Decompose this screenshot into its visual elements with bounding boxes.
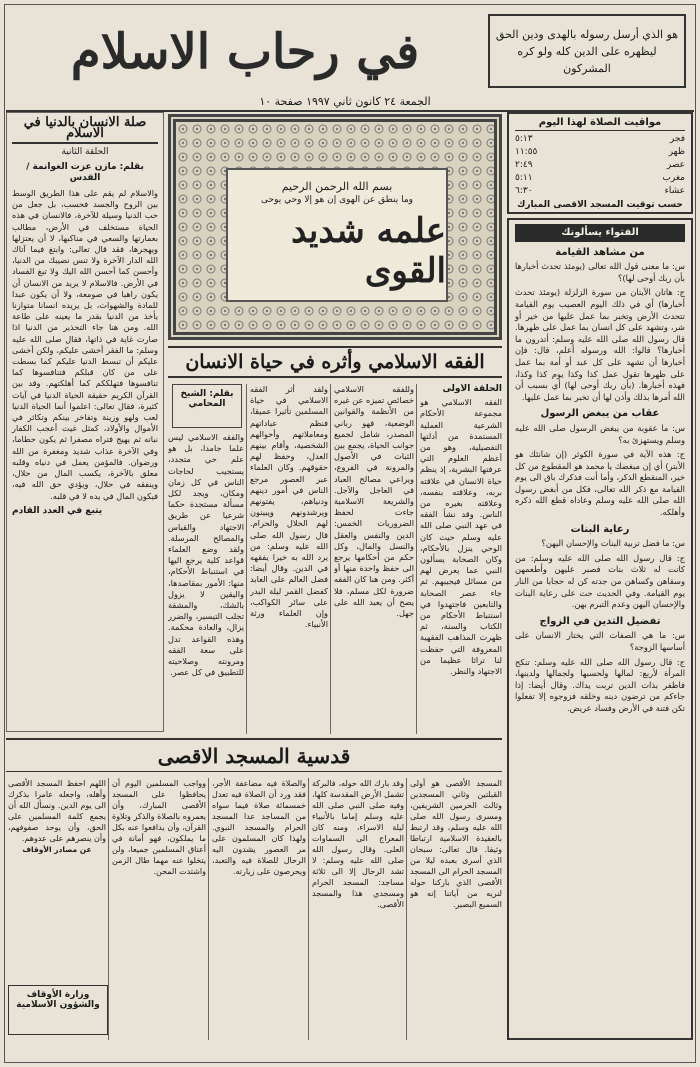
calligraphy-frame — [168, 114, 502, 340]
fatwa-question: س: ما هي الصفات التي يختار الانسان على أساسها الزوجة؟ — [515, 630, 685, 652]
fatwa-answer: ج: قال رسول الله صلى الله عليه وسلم: من كانت له ثلاث بنات فصبر عليهن وأطعمهن وسقاهن وكساهن من جدته كن له حجابا من النار يوم القيامة. وفي الحديث حث على رعاية البنات والإحسان اليهن وعدم التبرم بهن. — [515, 552, 685, 610]
ministry-box: وزارة الأوقاف والشؤون الاسلامية — [8, 985, 108, 1035]
fatwa-banner: الفتواء يسألونك — [515, 224, 685, 242]
fiqh-column-1 — [420, 384, 502, 734]
prayer-name: عصر — [666, 160, 685, 170]
fiqh-column-2: وللفقه الاسلامي خصائص تميزه عن غيره من الأنظمة والقوانين الوضعية، فهو رباني المصدر، شامل لجميع جوانب الحياة، يجمع بين الثبات في الأصول والمرونة في الفروع، ويراعي مصالح العباد في العاجل والآجل. والشريعة الاسلامية جاءت لحفظ الضروريات الخمس: الدين والنفس والعقل والنسل والمال، وكل حكم من أحكامها يرجع الى حفظ واحدة منها أو أكثر. ومن هنا كان الفقه ضرورة لكل مسلم، فلا يصح أن يعبد الله على جهل. — [334, 384, 414, 619]
fatwa-heading: تفضيل التدين في الزواج — [539, 615, 661, 627]
prayer-row — [515, 172, 685, 185]
aqsa-column-1: المسجد الأقصى هو أولى القبلتين وثاني المسجدين وثالث الحرمين الشريفين، ومسرى رسول الله صلى الله عليه وسلم، وقد ارتبط بالعقيدة الاسلامية ارتباطا وثيقا. قال تعالى: سبحان الذي أسرى بعبده ليلا من المسجد الحرام الى المسجد الأقصى الذي باركنا حوله لنريه من آياتنا إنه هو السميع البصير. — [410, 779, 502, 909]
prayer-row — [515, 133, 685, 146]
prayer-times-title: مواقيت الصلاة لهذا اليوم — [515, 117, 685, 131]
left-article-author: بقلم: مازن عزت الغوانمة / القدس — [26, 161, 144, 183]
left-article-episode: الحلقة الثانية — [61, 147, 109, 158]
fatwa-question: س: ما معنى قول الله تعالى (يومئذ تحدث أخبارها بأن ربك أوحى لها)؟ — [515, 261, 685, 283]
column-rule — [108, 778, 109, 1040]
fatwa-answer: ج: قال رسول الله صلى الله عليه وسلم: تنكح المرأة لأربع: لمالها ولحسبها ولجمالها ولدينها، فاظفر بذات الدين تربت يداك. وقال أيضا: إذا جاءكم من ترضون دينه وخلقه فزوجوه إلا تفعلوا تكن فتنة في الأرض وفساد عريض. — [515, 656, 685, 713]
fatwa-question: س: ما عقوبة من يبغض الرسول صلى الله عليه وسلم ويستهزئ به؟ — [515, 422, 685, 445]
aqsa-column-4: وواجب المسلمين اليوم أن يحافظوا على المسجد الأقصى المبارك، وأن يعمروه بالصلاة والذكر وتلاوة القرآن، وأن يدافعوا عنه بكل ما يملكون، فهو أمانة في أعناق المسلمين جميعا، ولن يتخلوا عنه مهما طال الزمن واشتدت المحن. — [112, 779, 206, 876]
aqsa-column-2: وقد بارك الله حوله، فالبركة تشمل الأرض المقدسة كلها، وفيه صلى النبي صلى الله عليه وسلم إماما بالأنبياء ليلة الاسراء، ومنه كان المعراج الى السماوات العلى. وقال رسول الله صلى الله عليه وسلم: لا تشد الرحال إلا الى ثلاثة مساجد: المسجد الحرام ومسجدي هذا والمسجد الأقصى. — [312, 779, 404, 909]
column-rule — [330, 384, 331, 734]
column-rule — [406, 778, 407, 1040]
prayer-times-box — [507, 112, 693, 214]
aqsa-column-text: اللهم احفظ المسجد الأقصى وأهله، واجعله عامرا بذكرك الى يوم الدين. ونسأل الله أن يجمع كلمة المسلمين على الحق، وأن يوحد صفوفهم، وأن ينصرهم على عدوهم. — [8, 779, 106, 843]
fatwa-column — [507, 218, 693, 1040]
prayer-time: ٢:٤٩ — [515, 160, 533, 170]
prayer-row — [515, 159, 685, 172]
prayer-time: ٥:١٣ — [515, 134, 533, 144]
fatwa-question: س: ما فضل تربية البنات والإحسان اليهن؟ — [541, 538, 685, 549]
aqsa-article-title: قدسية المسجد الاقصى — [6, 738, 502, 772]
prayer-name: فجر — [669, 134, 685, 144]
prayer-row — [515, 146, 685, 159]
aqsa-column-3: والصلاة فيه مضاعفة الأجر، فقد ورد أن الصلاة فيه تعدل خمسمائة صلاة فيما سواه من المساجد عدا المسجد الحرام والمسجد النبوي. ولهذا كان المسلمون على مر العصور يشدون اليه الرحال للصلاة فيه والتعبد، ويحرصون على زيارته. — [212, 779, 306, 876]
calligraphy-panel — [226, 168, 448, 302]
prayer-name: مغرب — [662, 173, 685, 183]
prayer-name: عشاء — [664, 186, 685, 196]
fiqh-column-text: الفقه الاسلامي هو مجموعة الأحكام الشرعية العملية المستمدة من أدلتها التفصيلية، وهو من أعظم العلوم التي عرفتها البشرية، إذ ينظم حياة الانسان في علاقته بربه، وعلاقته بنفسه، وعلاقته بغيره من الناس. وقد نشأ الفقه في عهد النبي صلى الله عليه وسلم حيث كان الوحي ينزل بالأحكام، وكان الصحابة يسألون النبي عما يعرض لهم من مسائل فيجيبهم. ثم جاء عصر الصحابة والتابعين فاجتهدوا في استنباط الأحكام من الكتاب والسنة، ثم ظهرت المذاهب الفقهية المعروفة التي حفظت لنا تراثا عظيما من الاجتهاد والنظر. — [420, 397, 502, 677]
prayer-times-note: حسب توقيت المسجد الاقصى المبارك — [517, 200, 683, 210]
masthead-verse-box: هو الذي أرسل رسوله بالهدى ودين الحق ليظهره على الدين كله ولو كره المشركون — [488, 14, 686, 88]
fatwa-heading: عقاب من يبغض الرسول — [540, 408, 660, 420]
aqsa-reference: عن مصادر الأوقاف — [22, 845, 92, 854]
fatwa-heading: من مشاهد القيامة — [555, 246, 645, 258]
prayer-time: ٦:٣٠ — [515, 186, 533, 196]
fiqh-column-3: ولقد أثر الفقه الاسلامي في حياة المسلمين تأثيرا عميقا، فنظم عباداتهم ومعاملاتهم وأحوالهم الشخصية، وأقام بينهم العدل، وحفظ لهم حقوقهم. وكان العلماء عبر العصور مرجع الناس في أمور دينهم ودنياهم، يفتونهم ويرشدونهم ويبينون لهم الحلال والحرام. قال رسول الله صلى الله عليه وسلم: من يرد الله به خيرا يفقهه في الدين. وقال أيضا: فضل العالم على العابد كفضل القمر ليلة البدر على سائر الكواكب، وإن العلماء ورثة الأنبياء. — [250, 384, 328, 630]
prayer-name: ظهر — [668, 147, 685, 157]
prayer-time: ١١:٥٥ — [515, 147, 538, 157]
prayer-row — [515, 185, 685, 198]
issue-date-line: الجمعة ٢٤ كانون ثاني ١٩٩٧ صفحة ١٠ — [259, 95, 431, 108]
left-article — [6, 112, 164, 732]
prayer-time: ٥:١١ — [515, 173, 533, 183]
fatwa-answer: ج: هاتان الآيتان من سورة الزلزلة (يومئذ تحدث أخبارها) أي في ذلك اليوم العصيب يوم القيامة تتحدث الأرض وتخبر بما عمل عليها من خير أو شر، وتشهد على كل انسان بما عمل على ظهرها. قال رسول الله صلى الله عليه وسلم: أتدرون ما أخبارها؟ قالوا: الله ورسوله أعلم، قال: فإن أخبارها أن تشهد على كل عبد أو أمة بما عمل على ظهرها تقول عمل كذا وكذا يوم كذا وكذا، فهذه أخبارها. (بأن ربك أوحى لها) أي بسبب أن الله أمرها بذلك وأذن لها أن تخبر بما عمل عليها. — [515, 287, 685, 402]
calligraphy-bismillah: بسم الله الرحمن الرحيم — [281, 179, 393, 193]
calligraphy-verse: وما ينطق عن الهوى إن هو إلا وحي يوحى — [261, 194, 413, 205]
fatwa-answer: ج: هذه الآية في سورة الكوثر (إن شانئك هو الأبتر) أي إن مبغضك يا محمد هو المقطوع من كل خير، المنقطع الذكر، وأما أنت فذكرك باق الى يوم القيامة مع ذكر الله تعالى، فكل من أبغض رسول الله صلى الله عليه وسلم وعاداه قطع الله ذكره وأهلكه. — [515, 449, 685, 518]
aqsa-column-5 — [8, 778, 106, 974]
column-rule — [416, 384, 417, 734]
fiqh-episode-label: الحلقة الأولى — [442, 384, 502, 394]
masthead-title: في رحاب الاسلام — [70, 24, 420, 80]
column-rule — [308, 778, 309, 1040]
fiqh-column-4: والفقه الاسلامي ليس علما جامدا، بل هو علم حي متجدد، يستجيب لحاجات الناس في كل زمان ومكان، ويجد لكل مسألة مستجدة حكما شرعيا عن طريق الاجتهاد والقياس والمصالح المرسلة. ولقد وضع العلماء قواعد كلية يرجع اليها في استنباط الأحكام، منها: الأمور بمقاصدها، واليقين لا يزول بالشك، والمشقة تجلب التيسير، والضرر يزال، والعادة محكمة. وهذه القواعد تدل على سعة الفقه ومرونته وصلاحيته للتطبيق في كل عصر. — [168, 432, 244, 678]
fiqh-author-box: بقلم: الشيخ المحامي — [172, 384, 242, 428]
fatwa-heading: رعاية البنات — [570, 523, 630, 535]
left-article-continued: يتبع في العدد القادم — [12, 505, 103, 516]
calligraphy-main: علمه شديد القوى — [291, 210, 446, 291]
left-article-body: والاسلام لم يقم على هذا الطريق الوسط بين الروح والجسد فحسب، بل جعل من حب الدنيا وسيلة للآخرة، فالانسان في هذه الحياة مستخلف في الأرض، مطالب بعمارتها والسعي في مناكبها، لا أن يعتزلها ويهجرها، فقد قال تعالى: وابتغ فيما آتاك الله الدار الآخرة ولا تنس نصيبك من الدنيا، وأحسن كما أحسن الله اليك ولا تبغ الفساد في الأرض. فالاسلام لا يريد من الانسان أن يكون راهبا في صومعة، ولا أن يكون عبدا للمادة والشهوات، بل يريده انسانا متوازنا يأخذ من الدنيا بقدر ما يعينه على طاعة الله. ومن هنا جاء التحذير من الدنيا اذا صارت غاية في ذاتها، فقال صلى الله عليه وسلم: ما الفقر أخشى عليكم، ولكن أخشى عليكم أن تبسط الدنيا عليكم كما بسطت على من كان قبلكم فتنافسوها كما تنافسوها فتهلككم كما أهلكتهم. وقد بين القرآن الكريم حقيقة الحياة الدنيا في آيات كثيرة، فقال تعالى: اعلموا أنما الحياة الدنيا لعب ولهو وزينة وتفاخر بينكم وتكاثر في الأموال والأولاد، كمثل غيث أعجب الكفار نباته ثم يهيج فتراه مصفرا ثم يكون حطاما، وفي الآخرة عذاب شديد ومغفرة من الله ورضوان. فالمؤمن يعمل في دنياه وقلبه معلق بالآخرة، يكسب المال من حلال، وينفقه في حلال، ويؤدي حق الله فيه، فيكون المال في يده لا في قلبه. — [12, 188, 158, 501]
fiqh-article-title: الفقه الاسلامي وأثره في حياة الانسان — [168, 346, 502, 378]
left-article-title: صلة الانسان بالدنيا في الاسلام — [12, 117, 158, 144]
column-rule — [208, 778, 209, 1040]
column-rule — [246, 384, 247, 734]
